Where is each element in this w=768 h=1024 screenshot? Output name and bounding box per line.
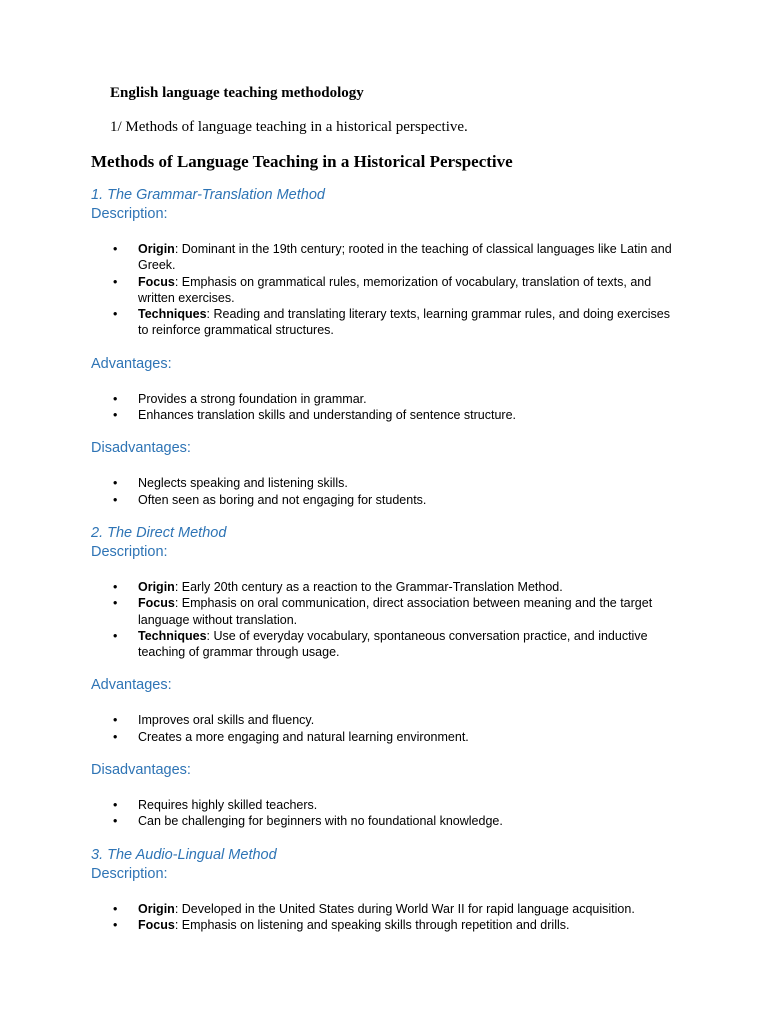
method-title: 2. The Direct Method	[91, 524, 227, 541]
advantages-list	[91, 391, 691, 424]
list-item: • Enhances translation skills and understanding of sentence structure.	[91, 407, 678, 423]
item-text: : Emphasis on oral communication, direct association between meaning and the target language without translation.	[138, 596, 653, 627]
description-list	[91, 579, 691, 660]
item-label: Focus	[138, 274, 175, 289]
list-item	[91, 595, 678, 628]
item-text: : Reading and translating literary texts, learning grammar rules, and doing exercises to reinforce grammatical structures.	[138, 307, 670, 338]
document-content	[91, 186, 691, 933]
item-text: : Early 20th century as a reaction to the Grammar-Translation Method.	[174, 579, 563, 594]
list-item: • Can be challenging for beginners with no foundational knowledge.	[91, 813, 678, 829]
advantages-heading: Advantages:	[91, 677, 172, 694]
list-item	[91, 579, 678, 595]
list-item	[91, 241, 678, 274]
disadvantages-heading: Disadvantages:	[91, 762, 191, 779]
item-text: : Emphasis on listening and speaking skills through repetition and drills.	[174, 917, 570, 932]
description-heading: Description:	[91, 865, 168, 882]
disadvantages-heading: Disadvantages:	[91, 440, 191, 457]
item-text: : Emphasis on grammatical rules, memorization of vocabulary, translation of texts, and written exercises.	[138, 274, 652, 305]
description-heading: Description:	[91, 543, 168, 560]
item-label: Techniques	[138, 307, 207, 322]
list-item: • Requires highly skilled teachers.	[91, 797, 678, 813]
disadvantages-list	[91, 797, 691, 830]
list-item	[91, 917, 678, 933]
item-label: Origin	[138, 901, 175, 916]
item-label: Focus	[138, 596, 175, 611]
advantages-list	[91, 712, 691, 745]
method-section	[91, 524, 691, 830]
method-section	[91, 186, 691, 508]
advantages-heading: Advantages:	[91, 355, 172, 372]
list-item	[91, 901, 678, 917]
list-item	[91, 274, 678, 307]
item-label: Origin	[138, 579, 175, 594]
document-title: English language teaching methodology	[110, 85, 364, 101]
list-item: • Neglects speaking and listening skills.	[91, 475, 678, 491]
description-heading: Description:	[91, 206, 168, 222]
document-subtitle: 1/ Methods of language teaching in a historical perspective.	[110, 119, 468, 135]
list-item	[91, 628, 678, 661]
item-label: Techniques	[138, 628, 207, 643]
item-label: Focus	[138, 917, 175, 932]
item-text: : Dominant in the 19th century; rooted in the teaching of classical languages like Latin and Greek.	[138, 242, 672, 273]
item-text: : Developed in the United States during World War II for rapid language acquisition.	[174, 901, 635, 916]
description-list	[91, 241, 691, 339]
item-text: : Use of everyday vocabulary, spontaneous conversation practice, and inductive teaching of grammar through usage.	[138, 628, 648, 660]
method-title: 1. The Grammar-Translation Method	[91, 187, 325, 203]
main-heading: Methods of Language Teaching in a Historical Perspective	[91, 152, 513, 171]
list-item: • Improves oral skills and fluency.	[91, 712, 678, 728]
list-item: • Creates a more engaging and natural learning environment.	[91, 729, 678, 745]
list-item: • Often seen as boring and not engaging for students.	[91, 492, 678, 508]
list-item: • Provides a strong foundation in grammar.	[91, 391, 678, 407]
list-item	[91, 306, 678, 339]
method-title: 3. The Audio-Lingual Method	[91, 846, 277, 863]
disadvantages-list	[91, 475, 691, 508]
item-label: Origin	[138, 242, 175, 256]
method-section	[91, 846, 691, 934]
description-list	[91, 901, 691, 934]
